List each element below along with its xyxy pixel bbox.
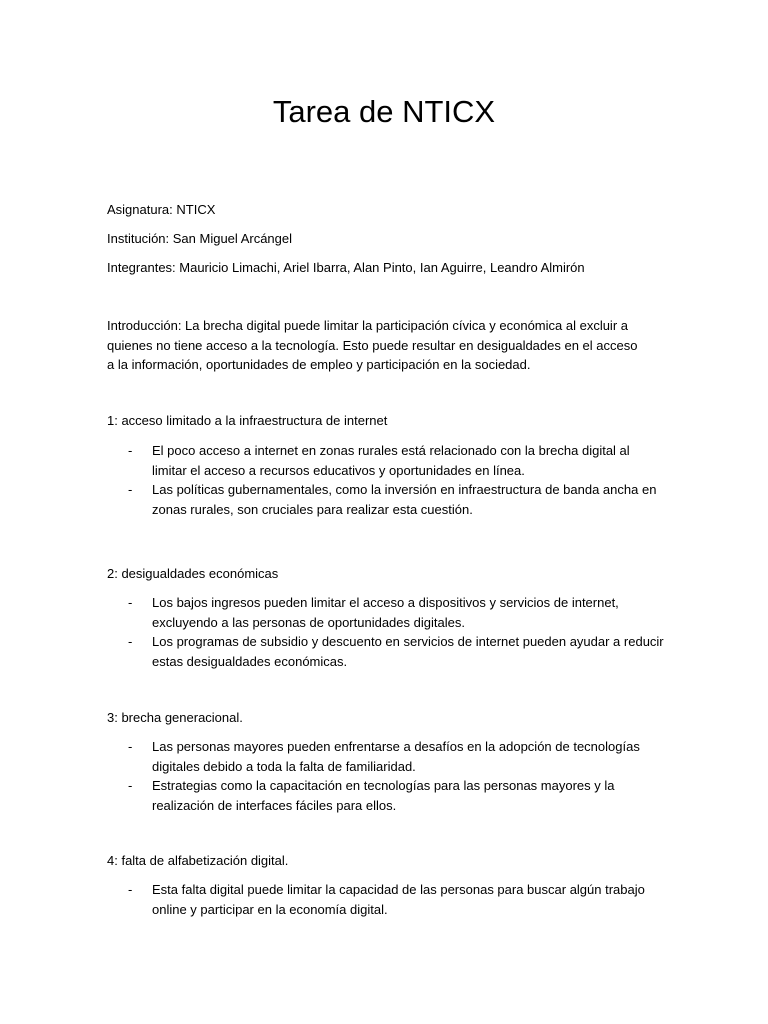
document-title: Tarea de NTICX — [272, 94, 496, 129]
list-item — [107, 441, 667, 480]
list-item — [107, 593, 667, 632]
section-list-4 — [107, 880, 667, 919]
section-heading-1: 1: acceso limitado a la infraestructura de internet — [107, 413, 388, 428]
list-item-text: Estrategias como la capacitación en tecnologías para las personas mayores y la realización de interfaces fáciles para ellos. — [152, 778, 615, 813]
list-item-text: Las personas mayores pueden enfrentarse a desafíos en la adopción de tecnologías digitales debido a toda la falta de familiaridad. — [152, 739, 640, 774]
list-item — [107, 776, 667, 815]
dash-bullet-icon: - — [128, 443, 133, 458]
section-list-1 — [107, 441, 667, 519]
list-item-text: El poco acceso a internet en zonas rurales está relacionado con la brecha digital al limitar el acceso a recursos educativos y oportunidades en línea. — [152, 443, 630, 478]
list-item — [107, 880, 667, 919]
integrantes-line: Integrantes: Mauricio Limachi, Ariel Ibarra, Alan Pinto, Ian Aguirre, Leandro Almirón — [107, 260, 585, 275]
section-heading-3: 3: brecha generacional. — [107, 710, 243, 725]
list-item-text: Las políticas gubernamentales, como la inversión en infraestructura de banda ancha en zonas rurales, son cruciales para realizar esta cuestión. — [152, 482, 657, 517]
dash-bullet-icon: - — [128, 482, 133, 497]
list-item-text: Esta falta digital puede limitar la capacidad de las personas para buscar algún trabajo online y participar en la economía digital. — [152, 882, 645, 917]
section-list-3 — [107, 737, 667, 815]
dash-bullet-icon: - — [128, 882, 133, 897]
asignatura-line: Asignatura: NTICX — [107, 202, 216, 217]
section-list-2 — [107, 593, 667, 671]
list-item — [107, 480, 667, 519]
dash-bullet-icon: - — [128, 595, 133, 610]
dash-bullet-icon: - — [128, 634, 133, 649]
dash-bullet-icon: - — [128, 778, 133, 793]
dash-bullet-icon: - — [128, 739, 133, 754]
introduction-paragraph: Introducción: La brecha digital puede limitar la participación cívica y económica al excluir a quienes no tiene acceso a la tecnología. Esto puede resultar en desigualdades en el acceso a la información, oportunidades de empleo y participación en la sociedad. — [107, 318, 638, 372]
list-item — [107, 632, 667, 671]
institucion-line: Institución: San Miguel Arcángel — [107, 231, 292, 246]
section-heading-4: 4: falta de alfabetización digital. — [107, 853, 289, 868]
list-item-text: Los programas de subsidio y descuento en servicios de internet pueden ayudar a reducir estas desigualdades económicas. — [152, 634, 664, 669]
list-item-text: Los bajos ingresos pueden limitar el acceso a dispositivos y servicios de internet, excluyendo a las personas de oportunidades digitales. — [152, 595, 619, 630]
section-heading-2: 2: desigualdades económicas — [107, 566, 279, 581]
list-item — [107, 737, 667, 776]
